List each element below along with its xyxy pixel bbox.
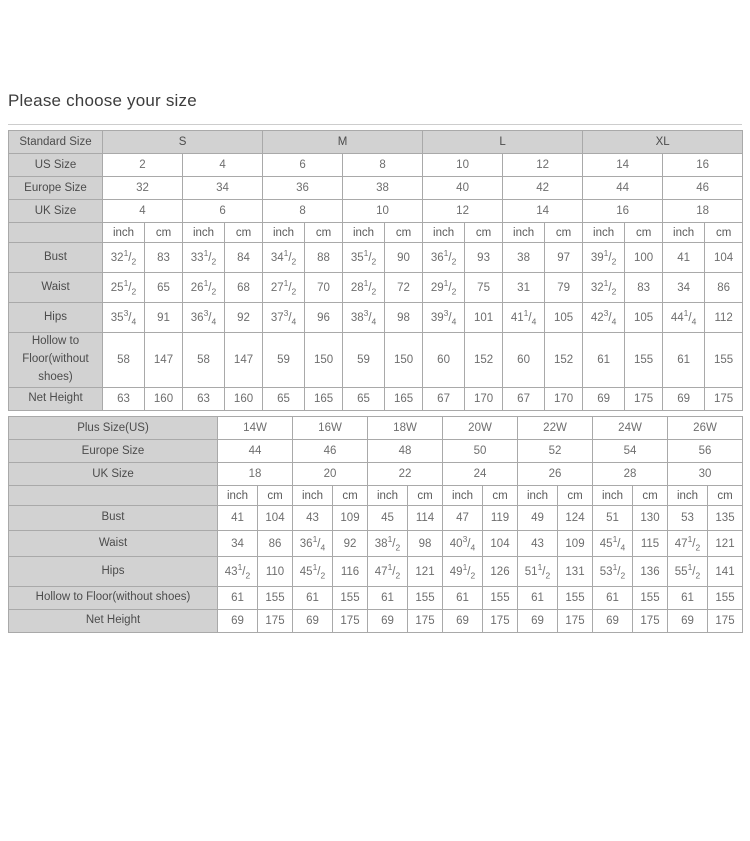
- measure-value-cell: $38^1/_2$: [368, 531, 408, 557]
- measure-value-cell: $33^1/_2$: [183, 243, 225, 273]
- measure-value-cell: 101: [465, 303, 503, 333]
- measure-value-cell: 63: [103, 388, 145, 411]
- measure-value-cell: 61: [368, 587, 408, 610]
- divider: [8, 124, 742, 125]
- measure-value-cell: 84: [225, 243, 263, 273]
- size-value-cell: 32: [103, 177, 183, 200]
- unit-header-cm: cm: [705, 223, 743, 243]
- measure-value-cell: 175: [625, 388, 663, 411]
- measure-value-cell: 109: [558, 531, 593, 557]
- size-value-cell: 16: [583, 200, 663, 223]
- row-label: US Size: [9, 154, 103, 177]
- size-value-cell: 4: [103, 200, 183, 223]
- corner-label: Standard Size: [9, 131, 103, 154]
- measure-value-cell: 112: [705, 303, 743, 333]
- measure-value-cell: $47^1/_2$: [668, 531, 708, 557]
- measure-value-cell: 69: [663, 388, 705, 411]
- measure-value-cell: 105: [625, 303, 663, 333]
- measure-value-cell: 63: [183, 388, 225, 411]
- measure-value-cell: 100: [625, 243, 663, 273]
- measure-value-cell: 119: [483, 506, 518, 531]
- measure-value-cell: $35^3/_4$: [103, 303, 145, 333]
- unit-header-cm: cm: [545, 223, 583, 243]
- plus-size-table: [8, 416, 743, 633]
- unit-header-cm: cm: [633, 486, 668, 506]
- unit-header-inch: inch: [593, 486, 633, 506]
- measure-value-cell: 105: [545, 303, 583, 333]
- unit-header-inch: inch: [263, 223, 305, 243]
- unit-header-cm: cm: [408, 486, 443, 506]
- measure-value-cell: 150: [305, 333, 343, 388]
- measure-value-cell: 68: [225, 273, 263, 303]
- size-value-cell: 38: [343, 177, 423, 200]
- measure-value-cell: 170: [545, 388, 583, 411]
- measure-value-cell: 69: [668, 610, 708, 633]
- unit-header-inch: inch: [183, 223, 225, 243]
- row-label: Hips: [9, 557, 218, 587]
- measure-value-cell: 86: [258, 531, 293, 557]
- corner-label: Plus Size(US): [9, 417, 218, 440]
- measure-value-cell: 65: [145, 273, 183, 303]
- unit-header-cm: cm: [558, 486, 593, 506]
- measure-value-cell: $40^3/_4$: [443, 531, 483, 557]
- measure-value-cell: $25^1/_2$: [103, 273, 145, 303]
- measure-value-cell: 65: [343, 388, 385, 411]
- measure-value-cell: 91: [145, 303, 183, 333]
- unit-header-inch: inch: [583, 223, 625, 243]
- measure-value-cell: 41: [218, 506, 258, 531]
- measure-value-cell: 58: [103, 333, 145, 388]
- size-value-cell: 26: [518, 463, 593, 486]
- measure-value-cell: 67: [423, 388, 465, 411]
- measure-value-cell: 155: [708, 587, 743, 610]
- measure-value-cell: $51^1/_2$: [518, 557, 558, 587]
- measure-value-cell: 34: [218, 531, 258, 557]
- size-value-cell: 14: [583, 154, 663, 177]
- measure-value-cell: 92: [225, 303, 263, 333]
- size-value-cell: 8: [343, 154, 423, 177]
- measure-value-cell: 61: [593, 587, 633, 610]
- measure-value-cell: 34: [663, 273, 705, 303]
- page-title: Please choose your size: [8, 91, 197, 110]
- row-label: Net Height: [9, 610, 218, 633]
- measure-value-cell: 69: [518, 610, 558, 633]
- measure-value-cell: $49^1/_2$: [443, 557, 483, 587]
- measure-value-cell: 155: [408, 587, 443, 610]
- unit-header-cm: cm: [385, 223, 423, 243]
- measure-value-cell: 45: [368, 506, 408, 531]
- measure-value-cell: 58: [183, 333, 225, 388]
- size-value-cell: 18: [663, 200, 743, 223]
- row-label: UK Size: [9, 463, 218, 486]
- size-value-cell: 40: [423, 177, 503, 200]
- measure-value-cell: $27^1/_2$: [263, 273, 305, 303]
- measure-value-cell: 116: [333, 557, 368, 587]
- size-value-cell: 28: [593, 463, 668, 486]
- measure-value-cell: 61: [518, 587, 558, 610]
- measure-value-cell: 136: [633, 557, 668, 587]
- measure-value-cell: 86: [705, 273, 743, 303]
- measure-value-cell: 130: [633, 506, 668, 531]
- size-group-header: S: [103, 131, 263, 154]
- measure-value-cell: 147: [145, 333, 183, 388]
- size-chart-page: [8, 91, 742, 633]
- measure-value-cell: 61: [218, 587, 258, 610]
- measure-value-cell: 69: [218, 610, 258, 633]
- size-group-header: XL: [583, 131, 743, 154]
- measure-value-cell: 59: [263, 333, 305, 388]
- measure-value-cell: 121: [408, 557, 443, 587]
- size-group-header: 14W: [218, 417, 293, 440]
- measure-value-cell: 61: [443, 587, 483, 610]
- row-label: Net Height: [9, 388, 103, 411]
- measure-value-cell: 60: [503, 333, 545, 388]
- measure-value-cell: $45^1/_4$: [593, 531, 633, 557]
- measure-value-cell: $53^1/_2$: [593, 557, 633, 587]
- measure-value-cell: 160: [145, 388, 183, 411]
- measure-value-cell: 160: [225, 388, 263, 411]
- measure-value-cell: 155: [705, 333, 743, 388]
- measure-value-cell: 109: [333, 506, 368, 531]
- size-value-cell: 50: [443, 440, 518, 463]
- measure-value-cell: 135: [708, 506, 743, 531]
- measure-value-cell: 165: [385, 388, 423, 411]
- unit-header-inch: inch: [103, 223, 145, 243]
- unit-row-corner: [9, 223, 103, 243]
- row-label: Bust: [9, 243, 103, 273]
- size-value-cell: 44: [583, 177, 663, 200]
- size-value-cell: 12: [423, 200, 503, 223]
- size-value-cell: 24: [443, 463, 518, 486]
- size-value-cell: 10: [343, 200, 423, 223]
- measure-value-cell: $55^1/_2$: [668, 557, 708, 587]
- measure-value-cell: $39^3/_4$: [423, 303, 465, 333]
- size-group-header: L: [423, 131, 583, 154]
- measure-value-cell: 126: [483, 557, 518, 587]
- measure-value-cell: 72: [385, 273, 423, 303]
- measure-value-cell: 69: [593, 610, 633, 633]
- measure-value-cell: 61: [293, 587, 333, 610]
- row-label: Hollow to Floor(without shoes): [9, 333, 103, 388]
- unit-header-cm: cm: [305, 223, 343, 243]
- measure-value-cell: 88: [305, 243, 343, 273]
- measure-value-cell: 83: [625, 273, 663, 303]
- measure-value-cell: 65: [263, 388, 305, 411]
- measure-value-cell: 155: [625, 333, 663, 388]
- size-value-cell: 2: [103, 154, 183, 177]
- size-value-cell: 52: [518, 440, 593, 463]
- unit-header-inch: inch: [668, 486, 708, 506]
- size-value-cell: 30: [668, 463, 743, 486]
- measure-value-cell: $37^3/_4$: [263, 303, 305, 333]
- measure-value-cell: 38: [503, 243, 545, 273]
- measure-value-cell: $43^1/_2$: [218, 557, 258, 587]
- size-value-cell: 54: [593, 440, 668, 463]
- measure-value-cell: $36^1/_2$: [423, 243, 465, 273]
- measure-value-cell: 92: [333, 531, 368, 557]
- unit-header-cm: cm: [145, 223, 183, 243]
- measure-value-cell: 67: [503, 388, 545, 411]
- measure-value-cell: 59: [343, 333, 385, 388]
- measure-value-cell: 175: [558, 610, 593, 633]
- measure-value-cell: 41: [663, 243, 705, 273]
- measure-value-cell: 175: [705, 388, 743, 411]
- size-value-cell: 56: [668, 440, 743, 463]
- measure-value-cell: 60: [423, 333, 465, 388]
- size-value-cell: 14: [503, 200, 583, 223]
- measure-value-cell: $34^1/_2$: [263, 243, 305, 273]
- unit-header-cm: cm: [258, 486, 293, 506]
- measure-value-cell: 70: [305, 273, 343, 303]
- size-value-cell: 46: [293, 440, 368, 463]
- measure-value-cell: 114: [408, 506, 443, 531]
- measure-value-cell: 69: [583, 388, 625, 411]
- size-group-header: 24W: [593, 417, 668, 440]
- measure-value-cell: $38^3/_4$: [343, 303, 385, 333]
- measure-value-cell: 104: [705, 243, 743, 273]
- size-group-header: 20W: [443, 417, 518, 440]
- measure-value-cell: 147: [225, 333, 263, 388]
- row-label: Europe Size: [9, 177, 103, 200]
- measure-value-cell: 69: [368, 610, 408, 633]
- measure-value-cell: $35^1/_2$: [343, 243, 385, 273]
- measure-value-cell: 175: [708, 610, 743, 633]
- measure-value-cell: 175: [483, 610, 518, 633]
- measure-value-cell: $28^1/_2$: [343, 273, 385, 303]
- unit-header-inch: inch: [218, 486, 258, 506]
- size-value-cell: 10: [423, 154, 503, 177]
- size-group-header: 22W: [518, 417, 593, 440]
- size-value-cell: 34: [183, 177, 263, 200]
- measure-value-cell: 61: [668, 587, 708, 610]
- measure-value-cell: $32^1/_2$: [103, 243, 145, 273]
- measure-value-cell: 53: [668, 506, 708, 531]
- measure-value-cell: 141: [708, 557, 743, 587]
- unit-row-corner: [9, 486, 218, 506]
- measure-value-cell: 98: [408, 531, 443, 557]
- measure-value-cell: 155: [258, 587, 293, 610]
- measure-value-cell: 131: [558, 557, 593, 587]
- size-value-cell: 44: [218, 440, 293, 463]
- measure-value-cell: 175: [333, 610, 368, 633]
- measure-value-cell: 79: [545, 273, 583, 303]
- row-label: UK Size: [9, 200, 103, 223]
- measure-value-cell: 152: [545, 333, 583, 388]
- unit-header-inch: inch: [368, 486, 408, 506]
- measure-value-cell: 115: [633, 531, 668, 557]
- unit-header-inch: inch: [423, 223, 465, 243]
- measure-value-cell: 150: [385, 333, 423, 388]
- measure-value-cell: 43: [518, 531, 558, 557]
- measure-value-cell: $26^1/_2$: [183, 273, 225, 303]
- size-group-header: 18W: [368, 417, 443, 440]
- measure-value-cell: $39^1/_2$: [583, 243, 625, 273]
- measure-value-cell: $29^1/_2$: [423, 273, 465, 303]
- measure-value-cell: $44^1/_4$: [663, 303, 705, 333]
- size-value-cell: 6: [183, 200, 263, 223]
- size-value-cell: 18: [218, 463, 293, 486]
- size-value-cell: 22: [368, 463, 443, 486]
- measure-value-cell: 155: [558, 587, 593, 610]
- unit-header-inch: inch: [663, 223, 705, 243]
- row-label: Bust: [9, 506, 218, 531]
- measure-value-cell: 61: [663, 333, 705, 388]
- measure-value-cell: 110: [258, 557, 293, 587]
- measure-value-cell: $42^3/_4$: [583, 303, 625, 333]
- measure-value-cell: $36^1/_4$: [293, 531, 333, 557]
- size-value-cell: 48: [368, 440, 443, 463]
- measure-value-cell: 96: [305, 303, 343, 333]
- measure-value-cell: $36^3/_4$: [183, 303, 225, 333]
- measure-value-cell: 61: [583, 333, 625, 388]
- measure-value-cell: 69: [293, 610, 333, 633]
- unit-header-cm: cm: [708, 486, 743, 506]
- measure-value-cell: 97: [545, 243, 583, 273]
- size-value-cell: 20: [293, 463, 368, 486]
- size-value-cell: 16: [663, 154, 743, 177]
- size-value-cell: 8: [263, 200, 343, 223]
- row-label: Waist: [9, 531, 218, 557]
- measure-value-cell: 90: [385, 243, 423, 273]
- measure-value-cell: 104: [258, 506, 293, 531]
- size-value-cell: 12: [503, 154, 583, 177]
- measure-value-cell: 43: [293, 506, 333, 531]
- row-label: Hollow to Floor(without shoes): [9, 587, 218, 610]
- measure-value-cell: 152: [465, 333, 503, 388]
- measure-value-cell: 51: [593, 506, 633, 531]
- size-value-cell: 46: [663, 177, 743, 200]
- measure-value-cell: 175: [633, 610, 668, 633]
- size-value-cell: 42: [503, 177, 583, 200]
- size-group-header: 16W: [293, 417, 368, 440]
- measure-value-cell: 49: [518, 506, 558, 531]
- measure-value-cell: 69: [443, 610, 483, 633]
- measure-value-cell: $47^1/_2$: [368, 557, 408, 587]
- size-group-header: 26W: [668, 417, 743, 440]
- unit-header-cm: cm: [465, 223, 503, 243]
- measure-value-cell: $45^1/_2$: [293, 557, 333, 587]
- measure-value-cell: $41^1/_4$: [503, 303, 545, 333]
- measure-value-cell: 93: [465, 243, 503, 273]
- measure-value-cell: 155: [633, 587, 668, 610]
- measure-value-cell: 75: [465, 273, 503, 303]
- size-value-cell: 4: [183, 154, 263, 177]
- unit-header-cm: cm: [225, 223, 263, 243]
- measure-value-cell: 170: [465, 388, 503, 411]
- measure-value-cell: 155: [483, 587, 518, 610]
- size-value-cell: 36: [263, 177, 343, 200]
- unit-header-cm: cm: [625, 223, 663, 243]
- measure-value-cell: 175: [258, 610, 293, 633]
- measure-value-cell: 31: [503, 273, 545, 303]
- measure-value-cell: 165: [305, 388, 343, 411]
- measure-value-cell: 83: [145, 243, 183, 273]
- unit-header-inch: inch: [503, 223, 545, 243]
- row-label: Europe Size: [9, 440, 218, 463]
- unit-header-inch: inch: [293, 486, 333, 506]
- unit-header-inch: inch: [343, 223, 385, 243]
- measure-value-cell: 124: [558, 506, 593, 531]
- unit-header-cm: cm: [333, 486, 368, 506]
- measure-value-cell: 104: [483, 531, 518, 557]
- unit-header-inch: inch: [443, 486, 483, 506]
- measure-value-cell: 175: [408, 610, 443, 633]
- standard-size-table: [8, 130, 743, 411]
- row-label: Waist: [9, 273, 103, 303]
- size-group-header: M: [263, 131, 423, 154]
- measure-value-cell: 98: [385, 303, 423, 333]
- measure-value-cell: $32^1/_2$: [583, 273, 625, 303]
- measure-value-cell: 47: [443, 506, 483, 531]
- size-value-cell: 6: [263, 154, 343, 177]
- row-label: Hips: [9, 303, 103, 333]
- unit-header-inch: inch: [518, 486, 558, 506]
- unit-header-cm: cm: [483, 486, 518, 506]
- measure-value-cell: 121: [708, 531, 743, 557]
- measure-value-cell: 155: [333, 587, 368, 610]
